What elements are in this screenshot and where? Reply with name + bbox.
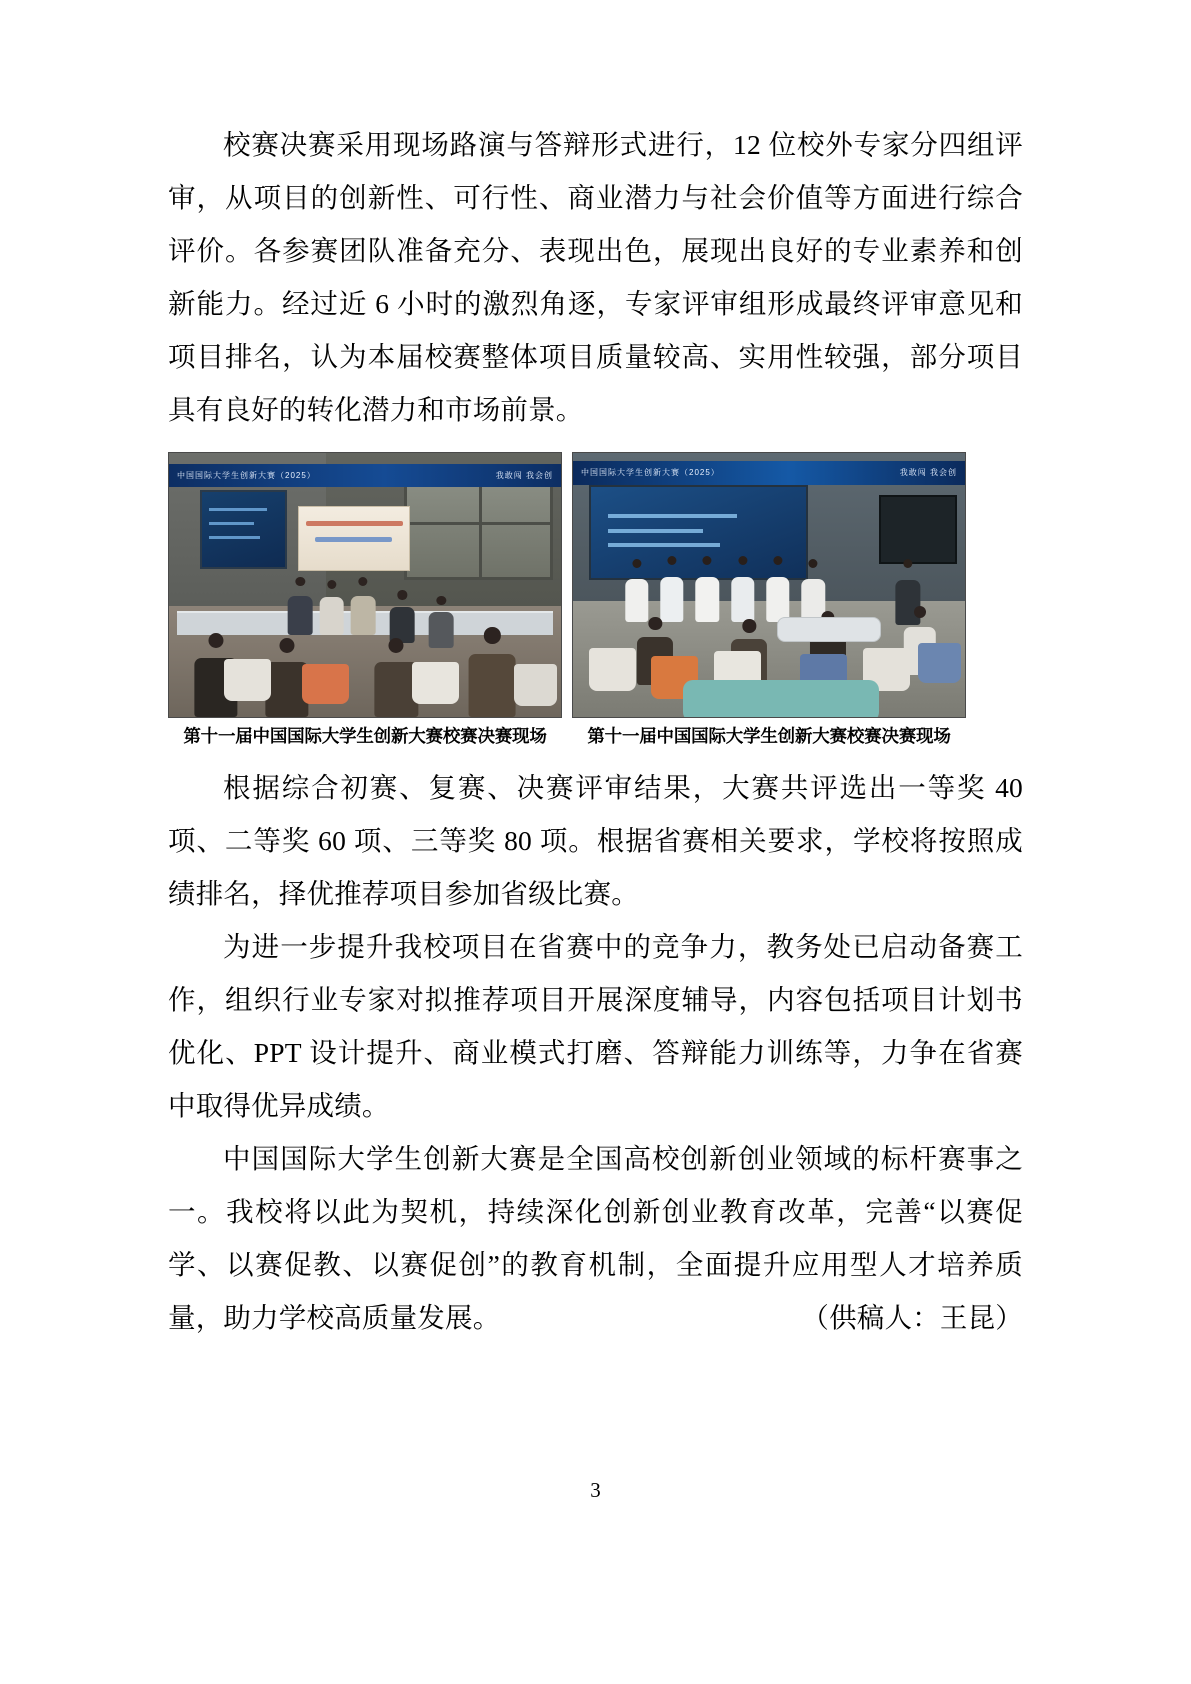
page-number: 3 [590,1478,601,1502]
banner-left-text: 中国国际大学生创新大赛（2025） [581,468,720,478]
paragraph-4-text: 中国国际大学生创新大赛是全国高校创新创业领域的标杆赛事之一。我校将以此为契机，持续深化创新创业教育改革，完善“以赛促学、以赛促教、以赛促创”的教育机制，全面提升应用型人才培养质量，助力学校高质量发展。 [168,1143,1023,1333]
student-presenter [730,556,755,622]
chair [589,648,636,690]
paragraph-2: 根据综合初赛、复赛、决赛评审结果，大赛共评选出一等奖 40 项、二等奖 60 项、三等奖 80 项。根据省赛相关要求，学校将按照成绩排名，择优推荐项目参加省级比赛。 [168,772,1023,909]
contributor-signature: （供稿人：王昆） [801,1302,1023,1333]
banner-right-text: 我敢闯 我会创 [899,468,957,478]
figure-caption: 第十一届中国国际大学生创新大赛校赛决赛现场 [183,726,547,746]
student-presenter [624,559,649,622]
paragraph-3: 为进一步提升我校项目在省赛中的竞争力，教务处已启动备赛工作，组织行业专家对拟推荐项目开展深度辅导，内容包括项目计划书优化、PPT 设计提升、商业模式打磨、答辩能力训练等，力争在省赛中取得优异成绩。 [168,931,1023,1121]
presenter [349,577,376,635]
student-presenter [659,556,684,622]
presenter [287,577,314,635]
student-presenter [695,556,720,622]
paragraph-1: 校赛决赛采用现场路演与答辩形式进行，12 位校外专家分四组评审，从项目的创新性、可行性、商业潜力与社会价值等方面进行综合评价。各参赛团队准备充分、表现出色，展现出良好的专业素养和创新能力。经过近 6 小时的激烈角逐，专家评审组形成最终评审意见和项目排名，认为本届校赛整体项目质量较高、实用性较强，部分项目具有良好的转化潜力和市场前景。 [168,129,1023,425]
banner-left-text: 中国国际大学生创新大赛（2025） [177,470,316,480]
judge [428,596,455,649]
figure-2 [572,452,966,747]
figure-caption: 第十一届中国国际大学生创新大赛校赛决赛现场 [587,726,951,746]
photo-finals-scene-2 [572,452,966,718]
banner-right-text: 我敢闯 我会创 [495,470,553,480]
presenter [318,580,345,635]
paragraph-4 [168,1132,1023,1344]
chair [412,662,459,704]
stage-banner-left [169,464,561,488]
page-content [168,118,1023,1344]
chair [302,664,349,704]
judge [389,590,416,643]
figure-row [168,452,1023,747]
stage-screen-left [200,490,286,569]
audience-member [467,627,518,717]
projection-slide-left [298,506,410,571]
chair [918,643,961,683]
chair [514,664,557,706]
photo-finals-scene-1 [168,452,562,718]
table [777,617,881,643]
student-presenter [765,556,790,622]
table [683,680,879,718]
side-monitor [879,495,957,564]
figure-1 [168,452,562,747]
stage-banner-right [573,461,965,485]
chair [224,659,271,701]
